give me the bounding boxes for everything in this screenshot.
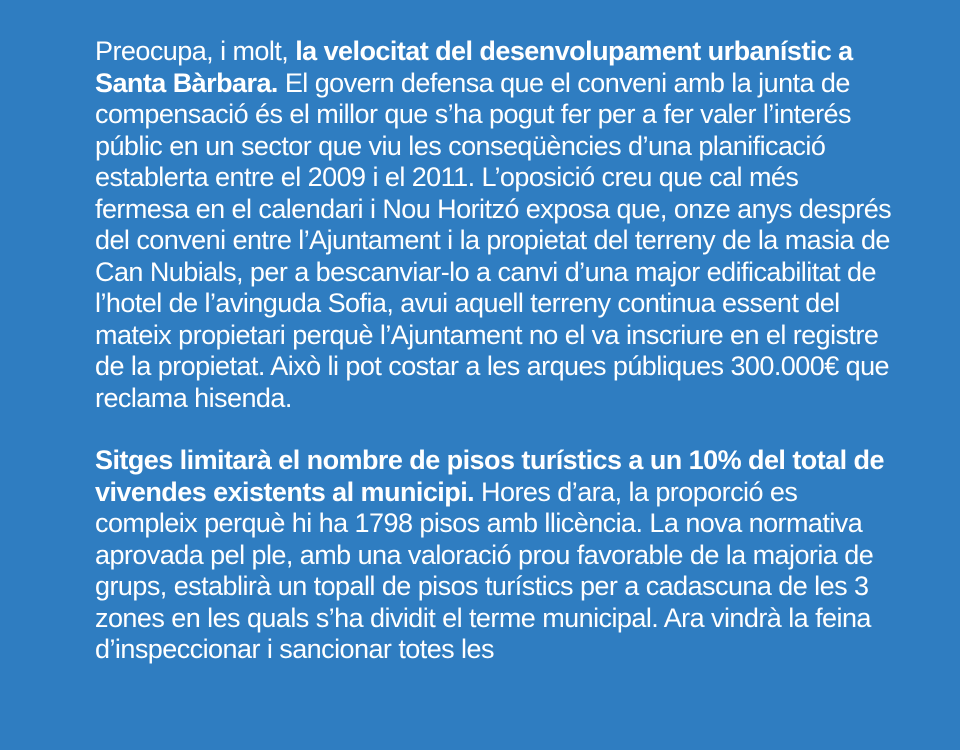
paragraph-body: Hores d’ara, la proporció es compleix perquè hi ha 1798 pisos amb llicència. La nova normativa aprovada pel ple, amb una valoració prou favorable de la majoria de grups, establirà un topall de pisos turístics per a cadascuna de les 3 zones en les quals s’ha dividit el terme municipal. Ara vindrà la feina d’inspeccionar i sancionar totes les — [95, 476, 874, 664]
article-body — [95, 36, 895, 666]
paragraph-santa-barbara — [95, 36, 895, 414]
paragraph-body: El govern defensa que el conveni amb la junta de compensació és el millor que s’ha pogut fer per a fer valer l’interés públic en un sector que viu les conseqüències d’una planificació establerta entre el 2009 i el 2011. L’oposició creu que cal més fermesa en el calendari i Nou Horitzó exposa que, onze anys després del conveni entre l’Ajuntament i la propietat del terreny de la masia de Can Nubials, per a bescanviar-lo a canvi d’una major edificabilitat de l’hotel de l’avinguda Sofia, avui aquell terreny continua essent del mateix propietari perquè l’Ajuntament no el va inscriure en el registre de la propietat. Això li pot costar a les arques públiques 300.000€ que reclama hisenda. — [95, 67, 892, 413]
paragraph-headline: Sitges limitarà el nombre de pisos turístics a un 10% del total de vivendes existents al municipi. — [95, 445, 884, 507]
paragraph-intro: Preocupa, i molt, — [95, 36, 296, 66]
paragraph-headline: la velocitat del desenvolupament urbanístic a Santa Bàrbara. — [95, 36, 853, 98]
paragraph-pisos-turistics — [95, 445, 895, 666]
